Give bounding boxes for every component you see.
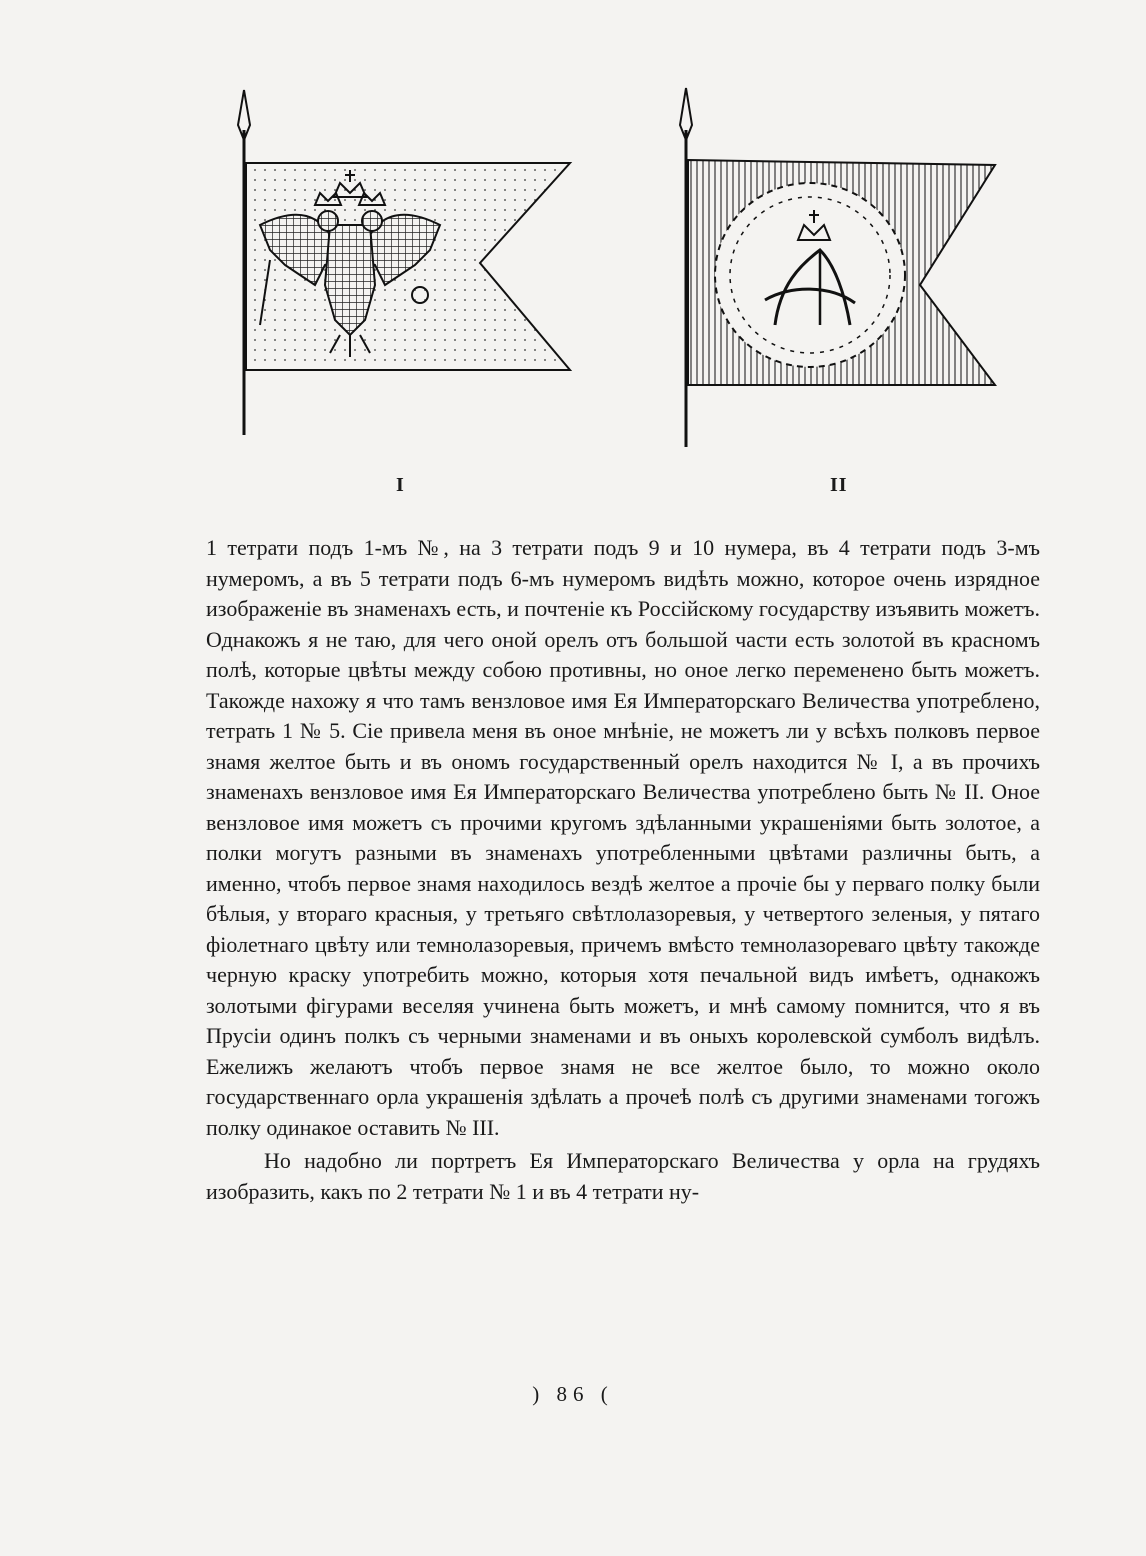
wreath-monogram-icon	[715, 183, 905, 367]
figure-caption-2: II	[830, 474, 848, 496]
paragraph-2: Но надобно ли портретъ Ея Императорскаго Величества у орла на грудяхъ изобразить, какъ по 2 тетрати № 1 и въ 4 тетрати ну-	[206, 1148, 1040, 1204]
flag-illustration-monogram	[670, 85, 1010, 455]
body-text	[206, 533, 1040, 1207]
page-number: ) 86 (	[532, 1382, 614, 1406]
figure-caption-1: I	[396, 474, 405, 496]
flag-illustration-eagle	[230, 85, 590, 445]
paragraph-1: 1 тетрати подъ 1-мъ №, на 3 тетрати подъ 9 и 10 нумера, въ 4 тетрати подъ 3-мъ нумеромъ, а въ 5 тетрати подъ 6-мъ нумеромъ видѣть можно, которое очень изрядное изображеніе въ знаменахъ есть, и почтеніе къ Россійскому государству изъявить можетъ. Однакожъ я не таю, для чего оной орелъ отъ большой части есть золотой въ красномъ полѣ, которые цвѣты между собою противны, но оное легко переменено быть можетъ. Такожде нахожу я что тамъ вензловое имя Ея Императорскаго Величества употреблено, тетрать 1 № 5. Сіе привела меня въ оное мнѣніе, не можетъ ли у всѣхъ полковъ первое знамя желтое быть и въ ономъ государственный орелъ находится № I, а въ прочихъ знаменахъ вензловое имя Ея Императорскаго Величества употреблено быть № II. Оное вензловое имя можетъ съ прочими кругомъ здѣланными украшеніями быть золотое, а полки могутъ разными въ знаменахъ употребленными цвѣтами различны быть, а именно, чтобъ первое знамя находилось вездѣ желтое а прочіе бы у перваго полку были бѣлыя, у втораго красныя, у третьяго свѣтлолазоревыя, у четвертого зеленыя, у пятаго фіолетнаго цвѣту или темнолазоревыя, причемъ вмѣсто темнолазореваго цвѣту такожде черную краску употребить можно, которыя хотя печальной видъ имѣетъ, однакожъ золотыми фігурами веселяя учинена быть можетъ, и мнѣ самому помнится, что я въ Прусіи одинъ полкъ съ черными знаменами и въ оныхъ королевской сумболъ видѣлъ. Ежелижъ желаютъ чтобъ первое знамя не все желтое было, то можно около государственнаго орла украшенія здѣлать а прочеѣ полѣ съ другими знаменами тогожъ полку одинакое оставить № III.	[206, 535, 1040, 1140]
